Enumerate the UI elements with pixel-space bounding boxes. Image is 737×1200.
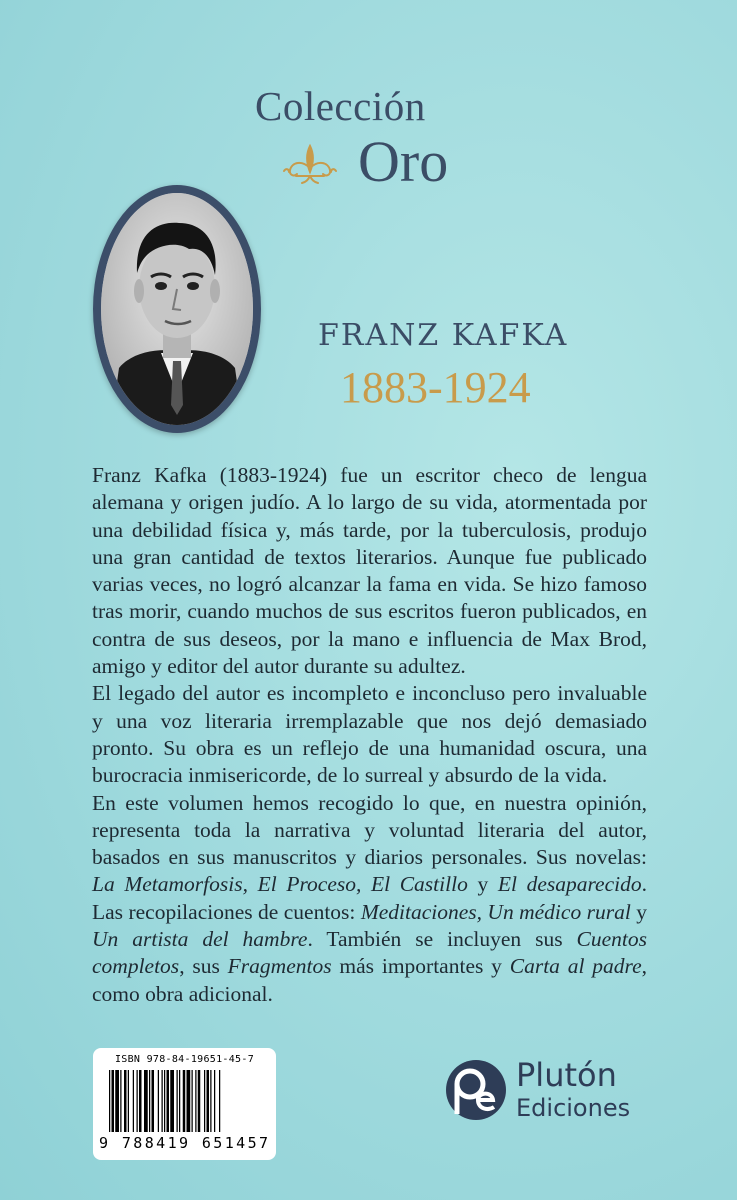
author-portrait-photo: [101, 193, 253, 425]
series-title-line2: Oro: [358, 129, 449, 194]
author-years: 1883-1924: [340, 363, 531, 412]
barcode-bars-icon: [109, 1070, 269, 1132]
back-cover-blurb: [92, 462, 647, 1008]
ean-digits: 9 788419 651457: [99, 1134, 271, 1152]
pe-monogram-icon: [444, 1058, 508, 1122]
blurb-paragraph-1: Franz Kafka (1883-1924) fue un escritor checo de lengua alemana y origen judío. A lo largo de su vida, atormentada por una debilidad física y, más tarde, por la tuberculosis, produjo una gran cantidad de textos literarios. Aunque fue publicado varias veces, no logró alcanzar la fama en vida. Se hizo famoso tras morir, cuando muchos de sus escritos fueron publicados, en contra de sus deseos, por la mano e influencia de Max Brod, amigo y editor del autor durante su adultez.: [92, 463, 647, 679]
author-name: FRANZ KAFKA: [318, 318, 569, 353]
publisher-subtitle: Ediciones: [516, 1094, 631, 1122]
fleur-de-lis-icon: [280, 138, 340, 188]
series-title-line1: Colección: [255, 83, 426, 129]
isbn-label: ISBN 978-84-19651-45-7: [114, 1054, 255, 1065]
blurb-paragraph-2: El legado del autor es incompleto e inconcluso pero invaluable y una voz literaria irremplazable que nos dejó demasiado pronto. Su obra es un reflejo de una humanidad oscura, una burocracia inmisericorde, de lo surreal y absurdo de la vida.: [92, 681, 647, 788]
isbn-barcode: [93, 1048, 276, 1160]
author-portrait-frame: [93, 185, 261, 433]
publisher-name: Plutón: [516, 1056, 617, 1094]
blurb-paragraph-3: En este volumen hemos recogido lo que, en nuestra opinión, representa toda la narrativa y voluntad literaria del autor, basados en sus manuscritos y diarios personales. Sus novelas: La Metamorfosis, El Proceso, El Castillo y El desaparecido. Las recopilaciones de cuentos: Meditaciones, Un médico rural y Un artista del hambre. También se incluyen sus Cuentos completos, sus Fragmentos más importantes y Carta al padre, como obra adicional.: [92, 790, 647, 1006]
